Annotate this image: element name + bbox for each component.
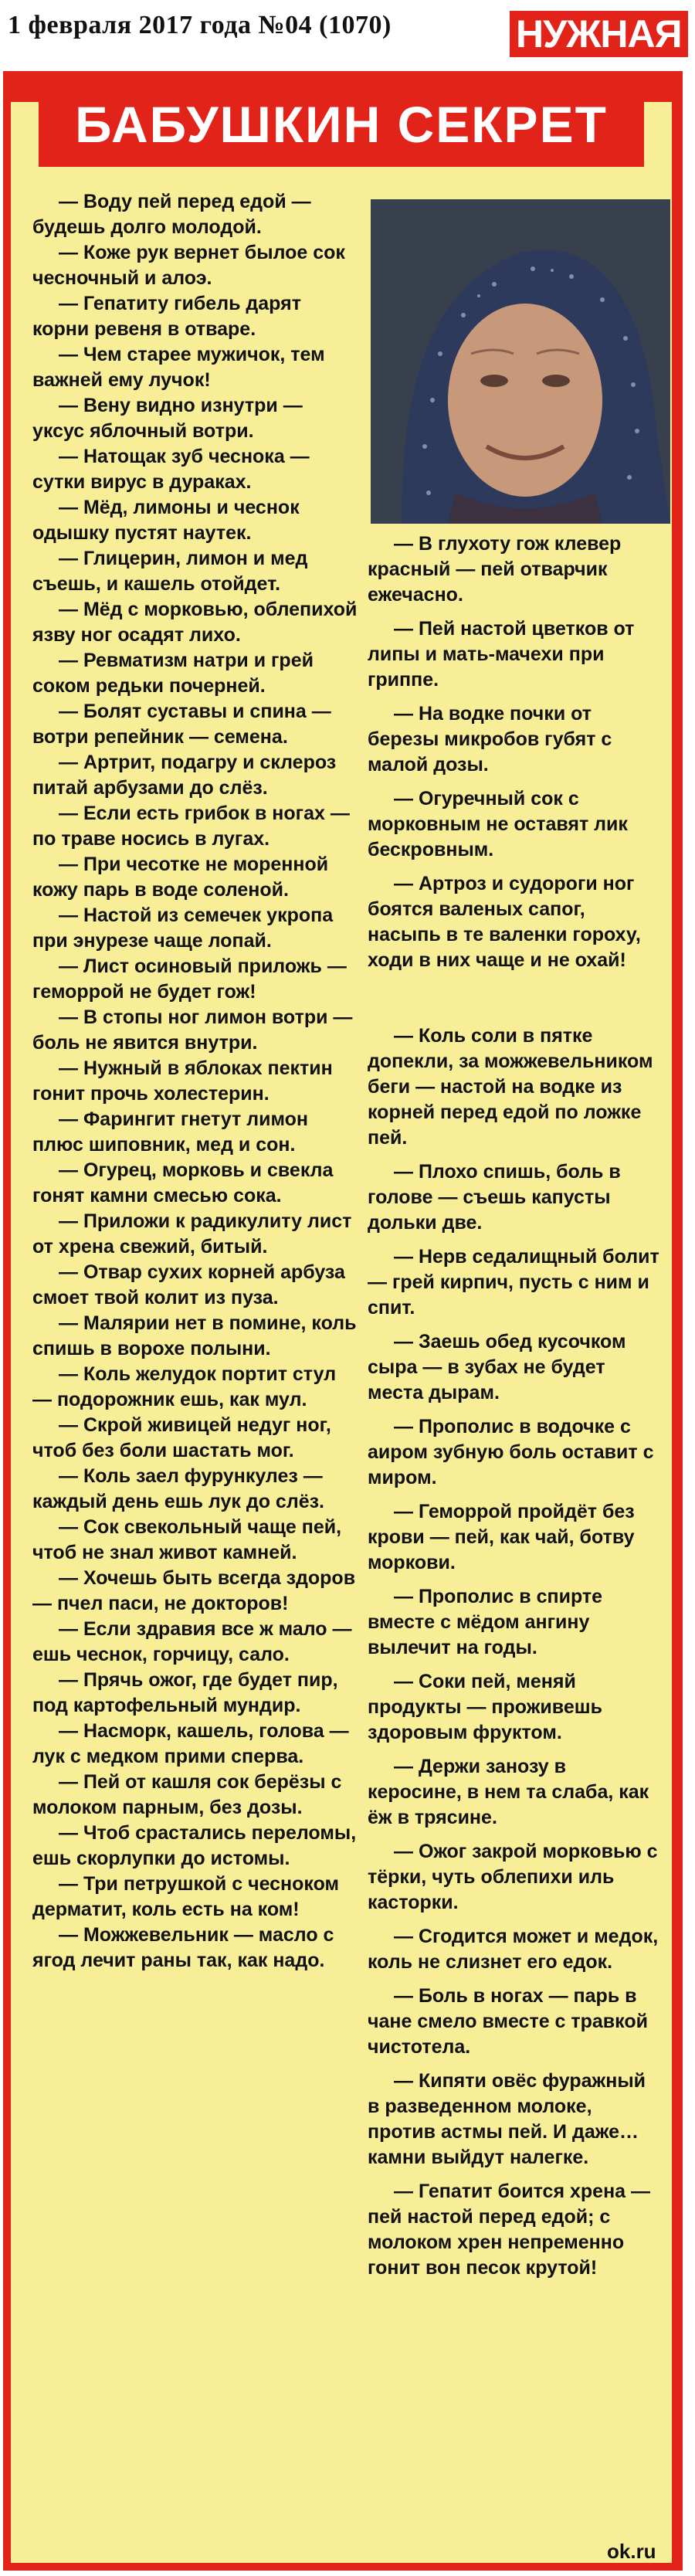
remedy-line: — Насморк, кашель, голова — лук с медком прими сперва. [32, 1720, 349, 1767]
remedy-line: — Если есть грибок в ногах — по траве носись в лугах. [32, 803, 350, 850]
remedy-line: — Огурец, морковь и свекла гонят камни смесью сока. [32, 1159, 334, 1207]
remedy-line: — Прополис в спирте вместе с мёдом ангину вылечит на годы. [368, 1586, 603, 1658]
remedy-line: — В глухоту гож клевер красный — пей отварчик ежечасно. [368, 533, 622, 606]
remedy-line: — Мёд, лимоны и чеснок одышку пустят наутек. [32, 497, 300, 544]
newspaper-name: НУЖНАЯ [510, 11, 688, 57]
remedy-line: — Артрит, подагру и склероз питай арбузами до слёз. [32, 752, 337, 799]
remedy-line: — Пей настой цветков от липы и мать-мачехи при гриппе. [368, 618, 635, 691]
remedy-line: — Пей от кашля сок берёзы с молоком парным, без дозы. [32, 1771, 342, 1818]
remedy-line: — Плохо спишь, боль в голове — съешь капусты дольки две. [368, 1161, 621, 1234]
left-column [32, 189, 358, 1974]
remedy-line: — Три петрушкой с чесноком дерматит, коль есть на ком! [32, 1873, 340, 1920]
remedy-line: — Натощак зуб чеснока — сутки вирус в дураках. [32, 446, 310, 493]
remedy-line: — Лист осиновый приложь — геморрой не будет гож! [32, 955, 347, 1003]
remedy-line: — Ожог закрой морковью с тёрки, чуть облепихи иль касторки. [368, 1841, 658, 1913]
column-spacer [368, 982, 659, 1023]
newspaper-logo [510, 3, 687, 65]
article-title: БАБУШКИН СЕКРЕТ [39, 82, 644, 167]
remedy-line: — Нужный в яблоках пектин гонит прочь холестерин. [32, 1057, 333, 1105]
remedy-line: — На водке почки от березы микробов губят с малой дозы. [368, 703, 612, 776]
remedy-line: — Прячь ожог, где будет пир, под картофельный мундир. [32, 1669, 338, 1716]
remedy-line: — Малярии нет в помине, коль спишь в ворохе полыни. [32, 1312, 357, 1359]
remedy-line: — Приложи к радикулиту лист от хрена свежий, битый. [32, 1210, 352, 1257]
source-credit: ok.ru [607, 2540, 656, 2563]
remedy-line: — В стопы ног лимон вотри — боль не явится внутри. [32, 1006, 353, 1054]
issue-date: 1 февраля 2017 года №04 (1070) [8, 11, 392, 39]
remedy-line: — Скрой живицей недуг ног, чтоб без боли шастать мог. [32, 1414, 331, 1461]
remedy-line: — При чесотке не моренной кожу парь в воде соленой. [32, 854, 329, 901]
old-woman-in-headscarf-photo [371, 199, 670, 524]
remedy-line: — Держи занозу в керосине, в нем та слаба, как ёж в трясине. [368, 1756, 649, 1828]
remedy-line: — Глицерин, лимон и мед съешь, и кашель отойдет. [32, 548, 308, 595]
remedy-line: — Коже рук вернет былое сок чесночный и алоэ. [32, 242, 345, 289]
remedy-line: — Артроз и судороги ног боятся валеных сапог, насыпь в те валенки гороху, ходи в них чаще и не охай! [368, 873, 641, 971]
remedy-line: — Чтоб срастались переломы, ешь скорлупки до истомы. [32, 1822, 357, 1869]
title-banner [17, 77, 666, 178]
remedy-line: — Гепатит боится хрена — пей настой перед едой; с молоком хрен непременно гонит вон песок крутой! [368, 2181, 651, 2279]
remedy-line: — Настой из семечек укропа при энурезе чаще лопай. [32, 904, 334, 952]
remedy-line: — Нерв седалищный болит — грей кирпич, пусть с ним и спит. [368, 1246, 659, 1319]
remedy-line: — Прополис в водочке с аиром зубную боль оставит с миром. [368, 1416, 654, 1488]
portrait-illustration [371, 199, 670, 524]
remedy-line: — Огуречный сок с морковным не оставят лик бескровным. [368, 788, 628, 860]
remedy-line: — Хочешь быть всегда здоров — пчел паси, не докторов! [32, 1567, 356, 1614]
remedy-line: — Коль желудок портит стул — подорожник ешь, как мул. [32, 1363, 337, 1410]
remedy-line: — Сок свекольный чаще пей, чтоб не знал живот камней. [32, 1516, 342, 1563]
remedy-line: — Если здравия все ж мало — ешь чеснок, горчицу, сало. [32, 1618, 352, 1665]
remedy-line: — Соки пей, меняй продукты — проживешь здоровым фруктом. [368, 1671, 602, 1743]
remedy-line: — Мёд с морковью, облепихой язву ног осадят лихо. [32, 599, 358, 646]
remedy-line: — Чем старее мужичок, тем важней ему лучок! [32, 344, 325, 391]
remedy-line: — Боль в ногах — парь в чане смело вместе с травкой чистотела. [368, 1985, 649, 2058]
remedy-line: — Коль соли в пятке допекли, за можжевельником беги — настой на водке из корней перед едой по ложке пей. [368, 1025, 653, 1149]
remedy-line: — Гепатиту гибель дарят корни ревеня в отваре. [32, 293, 301, 340]
remedy-line: — Заешь обед кусочком сыра — в зубах не будет места дырам. [368, 1331, 626, 1403]
remedy-line: — Ревматизм натри и грей соком редьки почерней. [32, 650, 314, 697]
remedy-line: — Отвар сухих корней арбуза смоет твой колит из пуза. [32, 1261, 345, 1308]
remedy-line: — Болят суставы и спина — вотри репейник — семена. [32, 701, 331, 748]
right-column [368, 531, 659, 2289]
remedy-line: — Коль заел фурункулез — каждый день ешь лук до слёз. [32, 1465, 324, 1512]
remedy-line: — Сгодится может и медок, коль не слизнет его едок. [368, 1926, 659, 1973]
remedy-line: — Воду пей перед едой — будешь долго молодой. [32, 191, 311, 238]
remedy-line: — Геморрой пройдёт без крови — пей, как чай, ботву моркови. [368, 1501, 635, 1573]
remedy-line: — Кипяти овёс фуражный в разведенном молоке, против астмы пей. И даже… камни выйдут налегке. [368, 2070, 646, 2168]
remedy-line: — Фарингит гнетут лимон плюс шиповник, мед и сон. [32, 1108, 309, 1156]
remedy-line: — Вену видно изнутри — уксус яблочный вотри. [32, 395, 303, 442]
masthead [0, 0, 695, 68]
remedy-line: — Можжевельник — масло с ягод лечит раны так, как надо. [32, 1924, 334, 1971]
